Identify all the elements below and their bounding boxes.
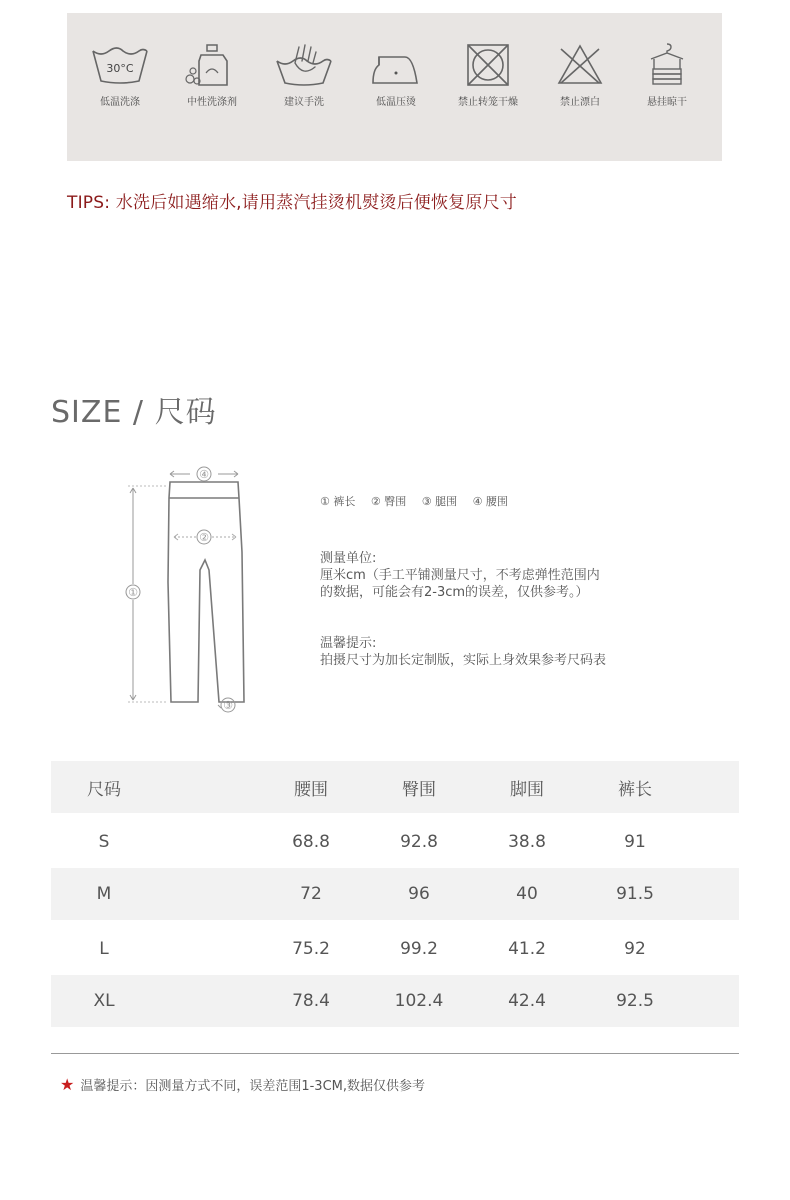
pants-measurement-diagram xyxy=(118,462,258,717)
table-cell: 99.2 xyxy=(400,939,438,959)
table-cell: 38.8 xyxy=(508,832,546,852)
hand-wash-icon xyxy=(273,43,335,87)
table-header: 尺码 xyxy=(87,779,121,800)
table-cell: 91 xyxy=(624,832,646,852)
care-label: 建议手洗 xyxy=(284,97,324,108)
table-cell: 96 xyxy=(408,884,430,904)
table-cell: 41.2 xyxy=(508,939,546,959)
table-cell: 72 xyxy=(300,884,322,904)
table-cell: XL xyxy=(93,991,115,1011)
care-instructions-panel xyxy=(67,13,722,161)
svg-text:③: ③ xyxy=(223,699,233,712)
table-header: 裤长 xyxy=(618,779,652,800)
low-iron-icon xyxy=(365,43,427,87)
note-title: 温馨提示: xyxy=(320,636,377,651)
table-cell: L xyxy=(99,939,109,959)
svg-text:①: ① xyxy=(128,586,138,599)
care-item-wash-30c xyxy=(80,43,160,108)
note-line: 的数据，可能会有2-3cm的误差，仅供参考。） xyxy=(320,585,589,600)
warm-reminder-note xyxy=(320,635,606,669)
table-header: 脚围 xyxy=(510,779,544,800)
tips-note: TIPS: 水洗后如遇缩水,请用蒸汽挂烫机熨烫后便恢复原尺寸 xyxy=(67,193,517,213)
table-row xyxy=(51,816,739,868)
table-cell: 92.8 xyxy=(400,832,438,852)
neutral-detergent-icon xyxy=(181,43,243,87)
care-label: 中性洗涤剂 xyxy=(187,97,237,108)
note-line: 拍摄尺寸为加长定制版，实际上身效果参考尺码表 xyxy=(320,653,607,668)
table-cell: 68.8 xyxy=(292,832,330,852)
wash-temperature-badge: 30°C xyxy=(106,62,134,75)
table-row xyxy=(51,975,739,1027)
svg-text:④: ④ xyxy=(199,468,209,481)
care-label: 禁止转笼干燥 xyxy=(458,97,518,108)
star-icon: ★ xyxy=(60,1075,75,1094)
hang-dry-icon xyxy=(636,43,698,87)
table-cell: M xyxy=(96,884,112,904)
care-item-hang-dry xyxy=(627,43,707,108)
table-cell: 42.4 xyxy=(508,991,546,1011)
legend-item: ④ 腰围 xyxy=(472,495,508,508)
table-cell: 92.5 xyxy=(616,991,654,1011)
care-label: 低温洗涤 xyxy=(100,97,140,108)
care-item-no-bleach xyxy=(540,43,620,108)
table-cell: 91.5 xyxy=(616,884,654,904)
care-item-low-iron xyxy=(356,43,436,108)
divider xyxy=(51,1053,739,1054)
care-label: 禁止漂白 xyxy=(560,97,600,108)
care-item-no-tumble-dry xyxy=(448,43,528,108)
no-bleach-icon xyxy=(549,43,611,87)
page-title: SIZE / 尺码 xyxy=(51,395,217,430)
table-header-row xyxy=(51,761,739,813)
size-table xyxy=(51,761,739,1027)
legend-item: ② 臀围 xyxy=(370,495,407,508)
note-title: 测量单位: xyxy=(320,551,377,566)
table-cell: 75.2 xyxy=(292,939,330,959)
svg-text:②: ② xyxy=(199,531,209,544)
table-row xyxy=(51,923,739,975)
table-cell: 78.4 xyxy=(292,991,330,1011)
pants-outline-icon xyxy=(168,482,244,702)
care-item-hand-wash xyxy=(264,43,344,108)
legend-item: ① 裤长 xyxy=(320,495,356,508)
wash-30c-icon xyxy=(89,43,151,87)
table-cell: 92 xyxy=(624,939,646,959)
table-cell: S xyxy=(98,832,110,852)
care-item-neutral-detergent xyxy=(172,43,252,108)
table-header: 腰围 xyxy=(294,779,328,800)
footnote xyxy=(60,1075,425,1094)
care-label: 悬挂晾干 xyxy=(647,97,687,108)
table-header: 臀围 xyxy=(402,779,436,800)
table-row xyxy=(51,868,739,920)
no-tumble-dry-icon xyxy=(457,43,519,87)
legend-item: ③ 腿围 xyxy=(421,495,458,508)
measurement-legend xyxy=(320,493,520,509)
measure-unit-note xyxy=(320,550,600,601)
care-label: 低温压烫 xyxy=(376,97,416,108)
note-line: 厘米cm（手工平铺测量尺寸，不考虑弹性范围内 xyxy=(320,568,600,583)
table-cell: 102.4 xyxy=(394,991,444,1011)
footnote-text: 温馨提示：因测量方式不同，误差范围1-3CM,数据仅供参考 xyxy=(80,1079,426,1094)
table-cell: 40 xyxy=(516,884,538,904)
